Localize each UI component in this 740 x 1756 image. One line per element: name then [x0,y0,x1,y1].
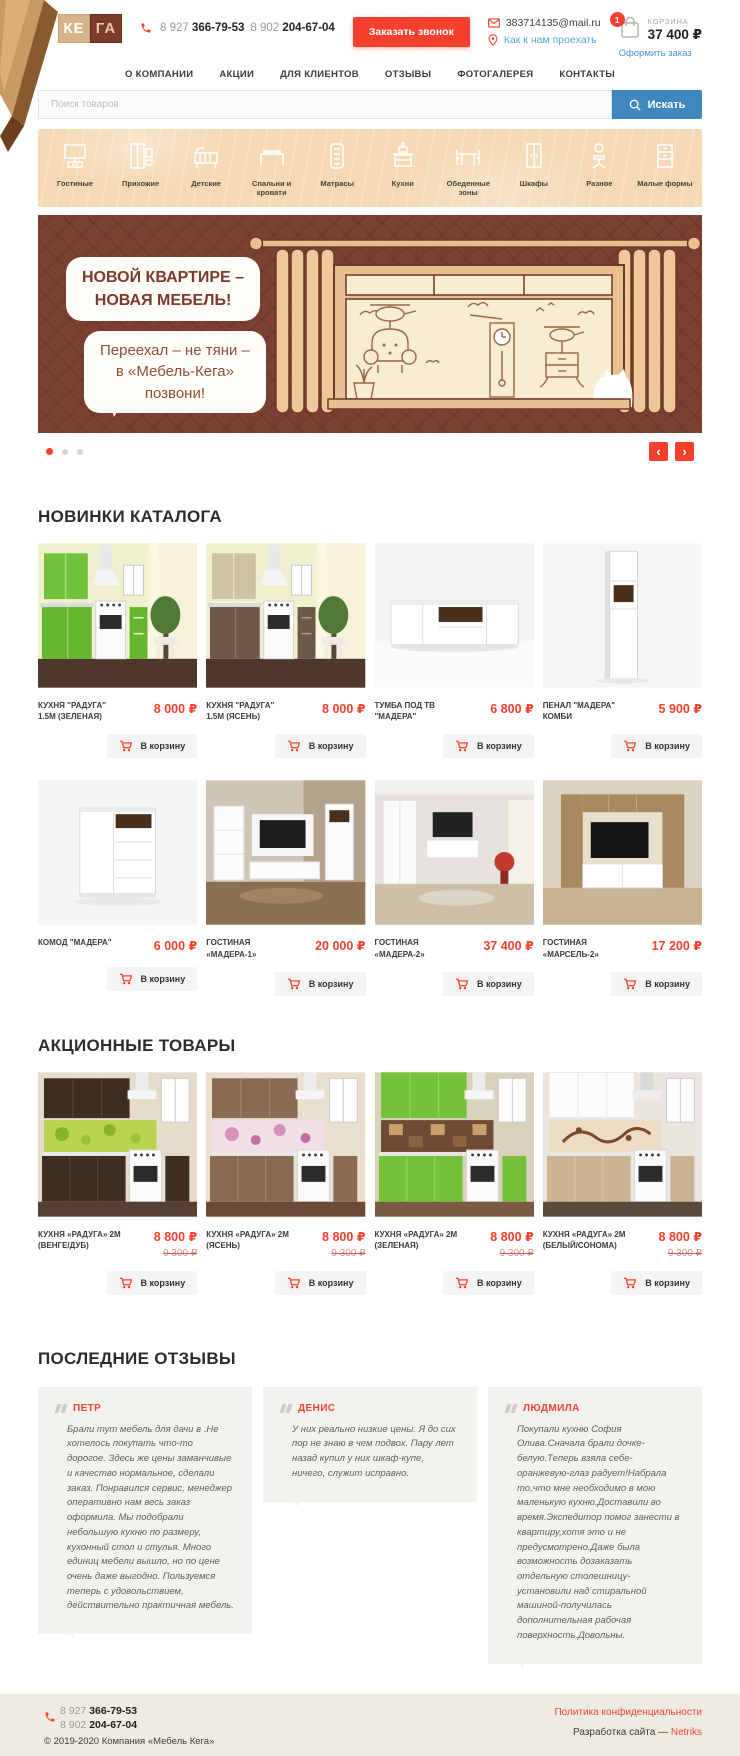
product-card [38,543,197,758]
product-image-kitchen2m-white-sonoma[interactable] [543,1072,702,1217]
cart-icon [455,1277,468,1289]
logo-right: ГА [90,14,122,43]
product-name[interactable]: КУХНЯ «РАДУГА» 2М (ЯСЕНЬ) [206,1229,289,1250]
nav-clients[interactable]: ДЛЯ КЛИЕНТОВ [280,69,359,80]
cart-icon [287,740,300,752]
nav-about[interactable]: О КОМПАНИИ [124,69,194,80]
search-input[interactable] [38,90,612,119]
product-card [543,543,702,758]
product-price: 8 000 ₽ [153,702,198,716]
quote-icon [506,1404,515,1413]
category-hallway[interactable]: Прихожие [110,141,172,197]
cart-icon [287,978,300,990]
new-products-title: НОВИНКИ КАТАЛОГА [38,507,222,526]
category-living[interactable]: Гостиные [44,141,106,197]
product-price: 8 800 ₽ [153,1229,198,1244]
nav-gallery[interactable]: ФОТОГАЛЕРЕЯ [457,69,534,80]
checkout-link[interactable]: Оформить заказ [618,48,692,59]
product-name[interactable]: КУХНЯ «РАДУГА» 2М (ЗЕЛЕНАЯ) [374,1229,458,1250]
product-name[interactable]: КУХНЯ «РАДУГА» 2М (БЕЛЫЙ/СОНОМА) [542,1229,626,1250]
cart-label: КОРЗИНА [647,17,689,26]
nav-sales[interactable]: АКЦИИ [219,69,255,80]
search-bar [38,90,702,119]
cart-icon [455,978,468,990]
add-to-cart-button[interactable]: В корзину [443,1271,534,1295]
cart-badge: 1 [610,12,625,27]
carousel-next-button[interactable]: › [675,442,694,461]
dining-icon [453,141,483,171]
category-strip [38,129,702,207]
product-price: 17 200 ₽ [651,939,702,954]
product-card [206,543,365,758]
product-image-komod-madera[interactable] [38,780,197,925]
cart-icon [119,973,132,985]
carousel-controls [46,442,694,461]
cart-icon-holder [614,14,641,45]
footer [0,1694,740,1756]
review-text: У них реально низкие цены. Я до сих пор не знаю в чем подвох. Пару лет назад купил у них шкаф-купе, ничего, служит исправно. [292,1423,456,1479]
kitchen-icon [388,141,418,171]
review-card [38,1387,252,1634]
phone-2[interactable]: 8 902 204-67-04 [250,22,335,34]
product-card [38,1072,197,1295]
category-wardrobes[interactable]: Шкафы [503,141,565,197]
cart-icon [119,740,132,752]
add-to-cart-button[interactable]: В корзину [275,734,366,758]
category-small-forms[interactable]: Малые формы [634,141,696,197]
product-card [375,1072,534,1295]
category-bedrooms[interactable]: Спальни и кровати [241,141,303,197]
product-old-price: 9 300 ₽ [331,1247,366,1259]
product-price: 6 800 ₽ [490,702,534,716]
cart-icon [623,1277,636,1289]
reviews-title: ПОСЛЕДНИЕ ОТЗЫВЫ [38,1348,236,1368]
cart-icon [455,740,468,752]
quote-icon [281,1404,290,1413]
product-card [206,780,365,995]
footer-phone-2[interactable]: 8 902 204-67-04 [60,1719,138,1731]
add-to-cart-button[interactable]: В корзину [611,972,702,996]
review-author: ПЕТР [73,1402,102,1414]
product-image-kitchen2m-green[interactable] [375,1072,534,1217]
product-image-tv-stand-madera[interactable] [375,543,534,688]
hallway-icon [126,141,156,171]
carousel-dot-3[interactable] [77,449,83,455]
bed-icon [257,141,287,171]
email-text[interactable]: 383714135@mail.ru [505,17,601,29]
crib-icon [191,141,221,171]
map-pin-icon [488,34,498,46]
cart-icon [623,978,636,990]
nav-reviews[interactable]: ОТЗЫВЫ [384,69,432,80]
review-text: Брали тут мебель для дачи в .Не хотелось покупать что-то дорогое. Здесь же цены заманчивые и качество нормальное, сделали заказ. Понравился сервис, менеджер оперативно нам весь заказ оформила. Мы подобрали небольшую кухню по размеру, кухонный стол и стулья. Много единиц мебели вышло, но по цене очень даже выгодно. Пользуемся теперь с удовольствием, действительно практичная мебель. [67,1423,234,1612]
product-price: 8 800 ₽ [490,1229,534,1244]
phone-icon [44,1711,56,1723]
review-text: Покупали кухню София Олива.Сначала брали дочке-белую.Теперь взяла себе-оранжевую-глаз радует!Набрала то,что мне необходимо в мою маленькую кухню.Доставили во время.Экспедитор помог занести в квартиру,хотя это и не предусмотрено.Даже была возможность дозаказать отдельную столешницу-установили над стиральной машиной-получилась дополнительная рабочая поверхность.Довольны. [517,1423,680,1641]
product-name[interactable]: ГОСТИНАЯ «МАДЕРА-1» [206,938,257,959]
carousel-dots [46,448,83,455]
hero-bubble-1: НОВОЙ КВАРТИРЕ – НОВАЯ МЕБЕЛЬ! [66,257,260,321]
product-price: 8 800 ₽ [658,1229,702,1244]
cart-icon [623,740,636,752]
category-kids[interactable]: Детские [175,141,237,197]
product-card [543,780,702,995]
product-name[interactable]: ГОСТИНАЯ «МАРСЕЛЬ-2» [542,938,599,959]
header [0,0,740,59]
copyright: © 2019-2020 Компания «Мебель Кега» [44,1736,215,1747]
product-card [206,1072,365,1295]
cart-icon [287,1277,300,1289]
review-card [263,1387,477,1502]
product-name[interactable]: КУХНЯ "РАДУГА" 1.5М (ЗЕЛЕНАЯ) [38,701,107,722]
add-to-cart-button[interactable]: В корзину [443,972,534,996]
product-name[interactable]: КУХНЯ «РАДУГА» 2М (ВЕНГЕ/ДУБ) [38,1229,121,1250]
review-card [488,1387,702,1664]
carousel-dot-1[interactable] [46,448,53,455]
product-image-kitchen2m-yasen[interactable] [206,1072,365,1217]
cart-widget[interactable] [614,14,702,59]
category-kitchens[interactable]: Кухни [372,141,434,197]
living-room-icon [60,141,90,171]
logo[interactable] [58,14,122,43]
product-name[interactable]: ТУМБА ПОД ТВ "МАДЕРА" [374,701,435,722]
product-card [375,780,534,995]
product-old-price: 9 300 ₽ [667,1247,702,1259]
directions-row[interactable] [488,34,601,46]
category-misc[interactable]: Разное [568,141,630,197]
product-price: 5 900 ₽ [658,702,702,716]
add-to-cart-button[interactable]: В корзину [611,734,702,758]
add-to-cart-button[interactable]: В корзину [275,972,366,996]
reviews-list [38,1387,702,1664]
product-price: 8 800 ₽ [322,1229,366,1244]
product-image-penal-madera[interactable] [543,543,702,688]
phone-icon [140,22,152,34]
envelope-icon [488,18,500,28]
product-name[interactable]: КУХНЯ "РАДУГА" 1.5М (ЯСЕНЬ) [206,701,275,722]
hero-bubble-2: Переехал – не тяни – в «Мебель-Кега» позвони! [84,331,266,413]
carousel-dot-2[interactable] [62,449,68,455]
privacy-link[interactable]: Политика конфиденциальности [554,1707,702,1718]
cart-total: 37 400 ₽ [647,27,702,42]
logo-left: КЕ [58,14,90,43]
product-old-price: 9 300 ₽ [163,1247,198,1259]
product-image-living-marsel-2[interactable] [543,780,702,925]
phone-1[interactable]: 8 927 366-79-53 [159,22,245,34]
search-button[interactable]: Искать [612,90,702,119]
product-name[interactable]: ГОСТИНАЯ «МАДЕРА-2» [374,938,425,959]
product-image-kitchen-raduga-green[interactable] [38,543,197,688]
product-card [38,780,197,995]
sale-products-title: АКЦИОННЫЕ ТОВАРЫ [38,1035,236,1055]
product-old-price: 9 300 ₽ [499,1247,534,1259]
product-price: 6 000 ₽ [153,939,198,954]
directions-link[interactable]: Как к нам проехать [503,34,597,46]
add-to-cart-button[interactable]: В корзину [107,967,198,991]
product-image-kitchen2m-venge[interactable] [38,1072,197,1217]
cart-icon [119,1277,132,1289]
credits: Разработка сайта — Netriks [573,1727,702,1738]
review-author: ЛЮДМИЛА [523,1402,580,1414]
product-image-living-madera-2[interactable] [375,780,534,925]
product-price: 37 400 ₽ [483,939,534,954]
callback-button[interactable]: Заказать звонок [353,17,470,47]
netriks-link[interactable]: Netriks [670,1727,702,1738]
add-to-cart-button[interactable]: В корзину [107,734,198,758]
category-mattresses[interactable]: Матрасы [306,141,368,197]
product-card [375,543,534,758]
hero-banner[interactable] [38,215,702,433]
product-name[interactable]: ПЕНАЛ "МАДЕРА" КОМБИ [542,701,616,722]
add-to-cart-button[interactable]: В корзину [107,1271,198,1295]
search-icon [629,99,641,111]
add-to-cart-button[interactable]: В корзину [611,1271,702,1295]
product-card [543,1072,702,1295]
header-phones [140,22,335,34]
product-image-living-madera-1[interactable] [206,780,365,925]
mattress-icon [322,141,352,171]
small-chest-icon [650,141,680,171]
quote-icon [56,1404,65,1413]
header-contacts [488,17,601,46]
product-price: 20 000 ₽ [315,939,366,954]
review-author: ДЕНИС [298,1402,336,1414]
product-name[interactable]: КОМОД "МАДЕРА" [38,938,112,948]
email-row[interactable] [488,17,601,29]
category-dining[interactable]: Обеденные зоны [437,141,499,197]
product-image-kitchen-raduga-ash[interactable] [206,543,365,688]
chair-icon [584,141,614,171]
sale-products-grid [38,1072,702,1295]
carousel-prev-button[interactable]: ‹ [649,442,668,461]
footer-phone-1[interactable]: 8 927 366-79-53 [60,1705,138,1717]
footer-phones [44,1705,214,1731]
nav-contacts[interactable]: КОНТАКТЫ [559,69,615,80]
main-nav [0,69,740,80]
wardrobe-icon [519,141,549,171]
product-price: 8 000 ₽ [322,702,366,716]
add-to-cart-button[interactable]: В корзину [275,1271,366,1295]
add-to-cart-button[interactable]: В корзину [443,734,534,758]
new-products-grid [38,543,702,996]
